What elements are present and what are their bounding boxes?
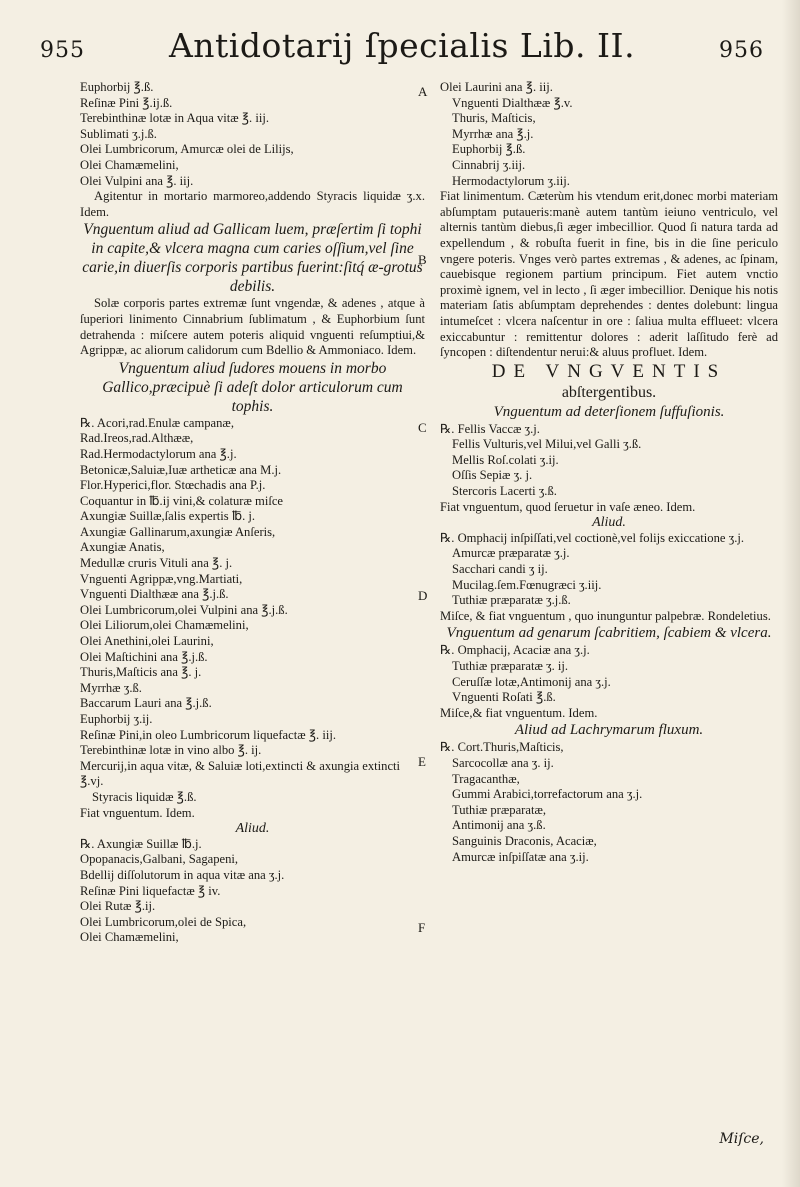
recipe-line: Reſinæ Pini ℥.ij.ß. [80,95,173,110]
recipe-line: Euphorbij ℥.ß. [452,142,526,157]
recipe-line: Betonicæ,Saluiæ,Iuæ artheticæ ana M.j. [80,462,282,477]
recipe-line: Flor.Hyperici,flor. Stœchadis ana P.j. [80,478,266,493]
recipe-line: Olei Vulpini ana ℥. iij. [80,173,194,188]
recipe-line: Axungiæ Suillæ,ſalis expertis ℔. j. [80,509,256,524]
recipe-line: Hermodactylorum ʒ.iij. [452,173,570,188]
recipe-line: Olei Rutæ ℥.ij. [80,899,156,914]
recipe-closing: Miſce,& fiat vnguentum. Idem. [440,705,598,720]
recipe-closing: Fiat vnguentum, quod ſeruetur in vaſe æneo. Idem. [440,499,696,514]
recipe-line: Sublimati ʒ.j.ß. [80,126,157,141]
recipe-line: Vnguenti Dialthææ ana ℥.j.ß. [80,587,229,602]
recipe-line: Oſſis Sepiæ ʒ. j. [452,468,533,483]
recipe-line: Medullæ cruris Vituli ana ℥. j. [80,556,233,571]
recipe-line: Terebinthinæ lotæ in Aqua vitæ ℥. iij. [80,111,269,126]
page-edge-shadow [782,0,800,1187]
margin-letter-b: B [418,252,427,267]
recipe-line: Gummi Arabici,torrefactorum ana ʒ.j. [452,787,643,802]
recipe-line: Vnguenti Agrippæ,vng.Martiati, [80,571,243,586]
recipe-line: Sarcocollæ ana ʒ. ij. [452,755,554,770]
recipe-line: Olei Lumbricorum,olei de Spica, [80,914,247,929]
recipe-line: Olei Chamæmelini, [80,157,179,172]
recipe-line: Olei Lumbricorum,olei Vulpini ana ℥.j.ß. [80,602,288,617]
chapter-subtitle: abſtergentibus. [561,383,657,401]
recipe-line: Ceruſſæ lotæ,Antimonij ana ʒ.j. [452,674,611,689]
recipe-line: ℞. Omphacij inſpiſſati,vel coctionè,vel folijs exiccatione ʒ.j. [440,530,745,545]
recipe-line: Sacchari candi ʒ ij. [452,562,548,577]
recipe-line: Baccarum Lauri ana ℥.j.ß. [80,696,212,711]
recipe-line: Vnguenti Dialthææ ℥.v. [452,95,573,110]
recipe-line: Mucilag.ſem.Fœnugræci ʒ.iij. [452,577,602,592]
recipe-line: Bdellij diſſolutorum in aqua vitæ ana ʒ.j. [80,867,285,882]
subheading-aliud: Aliud. [235,821,270,837]
recipe-line: Myrrhæ ana ℥.j. [452,126,534,141]
recipe-line: ℞. Acori,rad.Enulæ campanæ, [80,415,234,430]
recipe-line: Terebinthinæ lotæ in vino albo ℥. ij. [80,743,262,758]
recipe-line: Olei Lumbricorum, Amurcæ olei de Lilijs, [80,142,294,157]
recipe-line: Tuthiæ præparatæ ʒ.j.ß. [452,593,571,608]
recipe-closing: Miſce, & fiat vnguentum , quo inunguntur palpebræ. Rondeletius. [440,608,771,623]
recipe-line: Rad.Hermodactylorum ana ℥.j. [80,446,237,461]
margin-letter-c: C [418,420,427,435]
recipe-line: Euphorbij ʒ.ij. [80,712,153,726]
recipe-line: ℞. Axungiæ Suillæ ℔.j. [80,836,202,851]
subheading-aliud: Aliud. [592,515,626,531]
recipe-line: Thuris,Maſticis ana ℥. j. [80,665,202,680]
recipe-line: Tuthiæ præparatæ, [452,802,546,817]
section-heading: Vnguentum aliud ad Gallicam luem, præſertim ſi tophi in capite,& vlcera magna cum caries oſſium,vel ſine carie,in diuerſis corporis partibus fuerint:ſitq́ æ-grotus debilis. [82,221,423,296]
running-title: Antidotarij ſpecialis Lib. II. [168,26,636,65]
recipe-line: Myrrhæ ʒ.ß. [80,680,142,695]
section-heading: Aliud ad Lachrymarum fluxum. [514,722,704,739]
recipe-line: Tuthiæ præparatæ ʒ. ij. [452,659,569,673]
recipe-line: Olei Liliorum,olei Chamæmelini, [80,618,249,633]
recipe-line: Rad.Ireos,rad.Althææ, [80,431,194,446]
recipe-line: ℞. Omphacij, Acaciæ ana ʒ.j. [440,643,590,658]
recipe-line: Tragacanthæ, [452,771,520,786]
section-heading: Vnguentum ad deterſionem ſuffuſionis. [493,403,725,420]
recipe-line: Olei Anethini,olei Laurini, [80,634,214,649]
recipe-line: Fellis Vulturis,vel Milui,vel Galli ʒ.ß. [452,437,642,452]
running-header [40,26,764,72]
catchword: Miſce, [719,1131,764,1147]
instruction-text: Agitentur in mortario marmoreo,addendo Styracis liquidæ ʒ.x. Idem. [80,189,425,219]
recipe-line: Sanguinis Draconis, Acaciæ, [452,833,597,848]
recipe-line: Olei Maſtichini ana ℥.j.ß. [80,649,208,664]
margin-letter-f: F [418,920,426,935]
recipe-line: Stercoris Lacerti ʒ.ß. [452,484,557,499]
recipe-line: Olei Laurini ana ℥. iij. [440,80,553,94]
right-column [440,80,778,865]
body-paragraph: Solæ corporis partes extremæ ſunt vngendæ, & adenes , atque à ſuperiori linimento Cinnabrium ſublimatum , & Euphorbium ſunt detrahenda : miſcere autem poteris aliquid vnguenti reſumptiui,& Agrippæ, ac aliorum calidorum cum Bdellio & Ammoniaco. Idem. [80,296,425,358]
margin-letter-e: E [418,754,426,769]
recipe-line: Antimonij ana ʒ.ß. [452,818,546,833]
chapter-rubric: DE VNGVENTIS [491,360,727,382]
margin-letter-a: A [418,84,428,99]
recipe-line: Cinnabrij ʒ.iij. [452,157,526,172]
recipe-line: Thuris, Maſticis, [452,111,536,126]
recipe-line: Amurcæ præparatæ ʒ.j. [452,546,570,561]
recipe-line: Reſinæ Pini,in oleo Lumbricorum liquefactæ ℥. iij. [80,727,336,742]
section-heading: Vnguentum ad genarum ſcabritiem, ſcabiem & vlcera. [446,625,772,642]
section-heading: Vnguentum aliud ſudores mouens in morbo Gallico,præcipuè ſi adeſt dolor articulorum cum tophis. [102,359,403,415]
margin-letter-d: D [418,588,428,603]
recipe-line: Mellis Roſ.colati ʒ.ij. [452,452,559,467]
left-column [80,80,428,946]
recipe-line: Axungiæ Anatis, [80,540,165,555]
recipe-line: Amurcæ inſpiſſatæ ana ʒ.ij. [452,849,589,864]
recipe-line: ℞. Fellis Vaccæ ʒ.j. [440,421,540,436]
recipe-line: Reſinæ Pini liquefactæ ℥ iv. [80,883,221,898]
recipe-line: Euphorbij ℥.ß. [80,80,154,94]
recipe-line: ℞. Cort.Thuris,Maſticis, [440,740,564,755]
page-number-right: 956 [719,38,764,63]
recipe-line: Axungiæ Gallinarum,axungiæ Anſeris, [80,524,276,539]
recipe-line: Mercurij,in aqua vitæ, & Saluiæ loti,extincti & axungia extincti ℥.vj. [80,758,401,789]
recipe-line: Opopanacis,Galbani, Sagapeni, [80,852,239,867]
recipe-line: Olei Chamæmelini, [80,930,179,945]
recipe-line: Vnguenti Roſati ℥.ß. [452,690,556,705]
page-number-left: 955 [40,38,85,63]
body-paragraph: Fiat linimentum. Cæterùm his vtendum erit,donec morbi materiam abſumptam putaueris:manè autem tantùm ieiuno ventriculo, vel alternis tantùm diebus,ſi æger imbecillior. Quod ſi natura tarda ad expellendum , & robuſta fuerit in fine, bis in die ſine periculo vngere poteris. Vnges verò partes extremas , & adenes, ac ſpinam, cauebisque regionem partium principum. Fiet autem vnctio proximè ignem, vel in lecto , ſi æger imbecillior. Denique his notis materiam ſatis abſumptam deprehendes : dentes dolebunt: lingua intumeſcet : vlcera naſcentur in ore : ſaliua multa efflueet: vlcera exiccabuntur : remittentur dolores : aderit laſſitudo ferè ad ſyncopen : diſtendentur nerui:& aluus profluet. Idem. [440,189,778,360]
recipe-line: Styracis liquidæ ℥.ß. [92,789,197,804]
recipe-line: Coquantur in ℔.ij vini,& colaturæ miſce [80,493,284,508]
recipe-closing: Fiat vnguentum. Idem. [80,805,195,820]
